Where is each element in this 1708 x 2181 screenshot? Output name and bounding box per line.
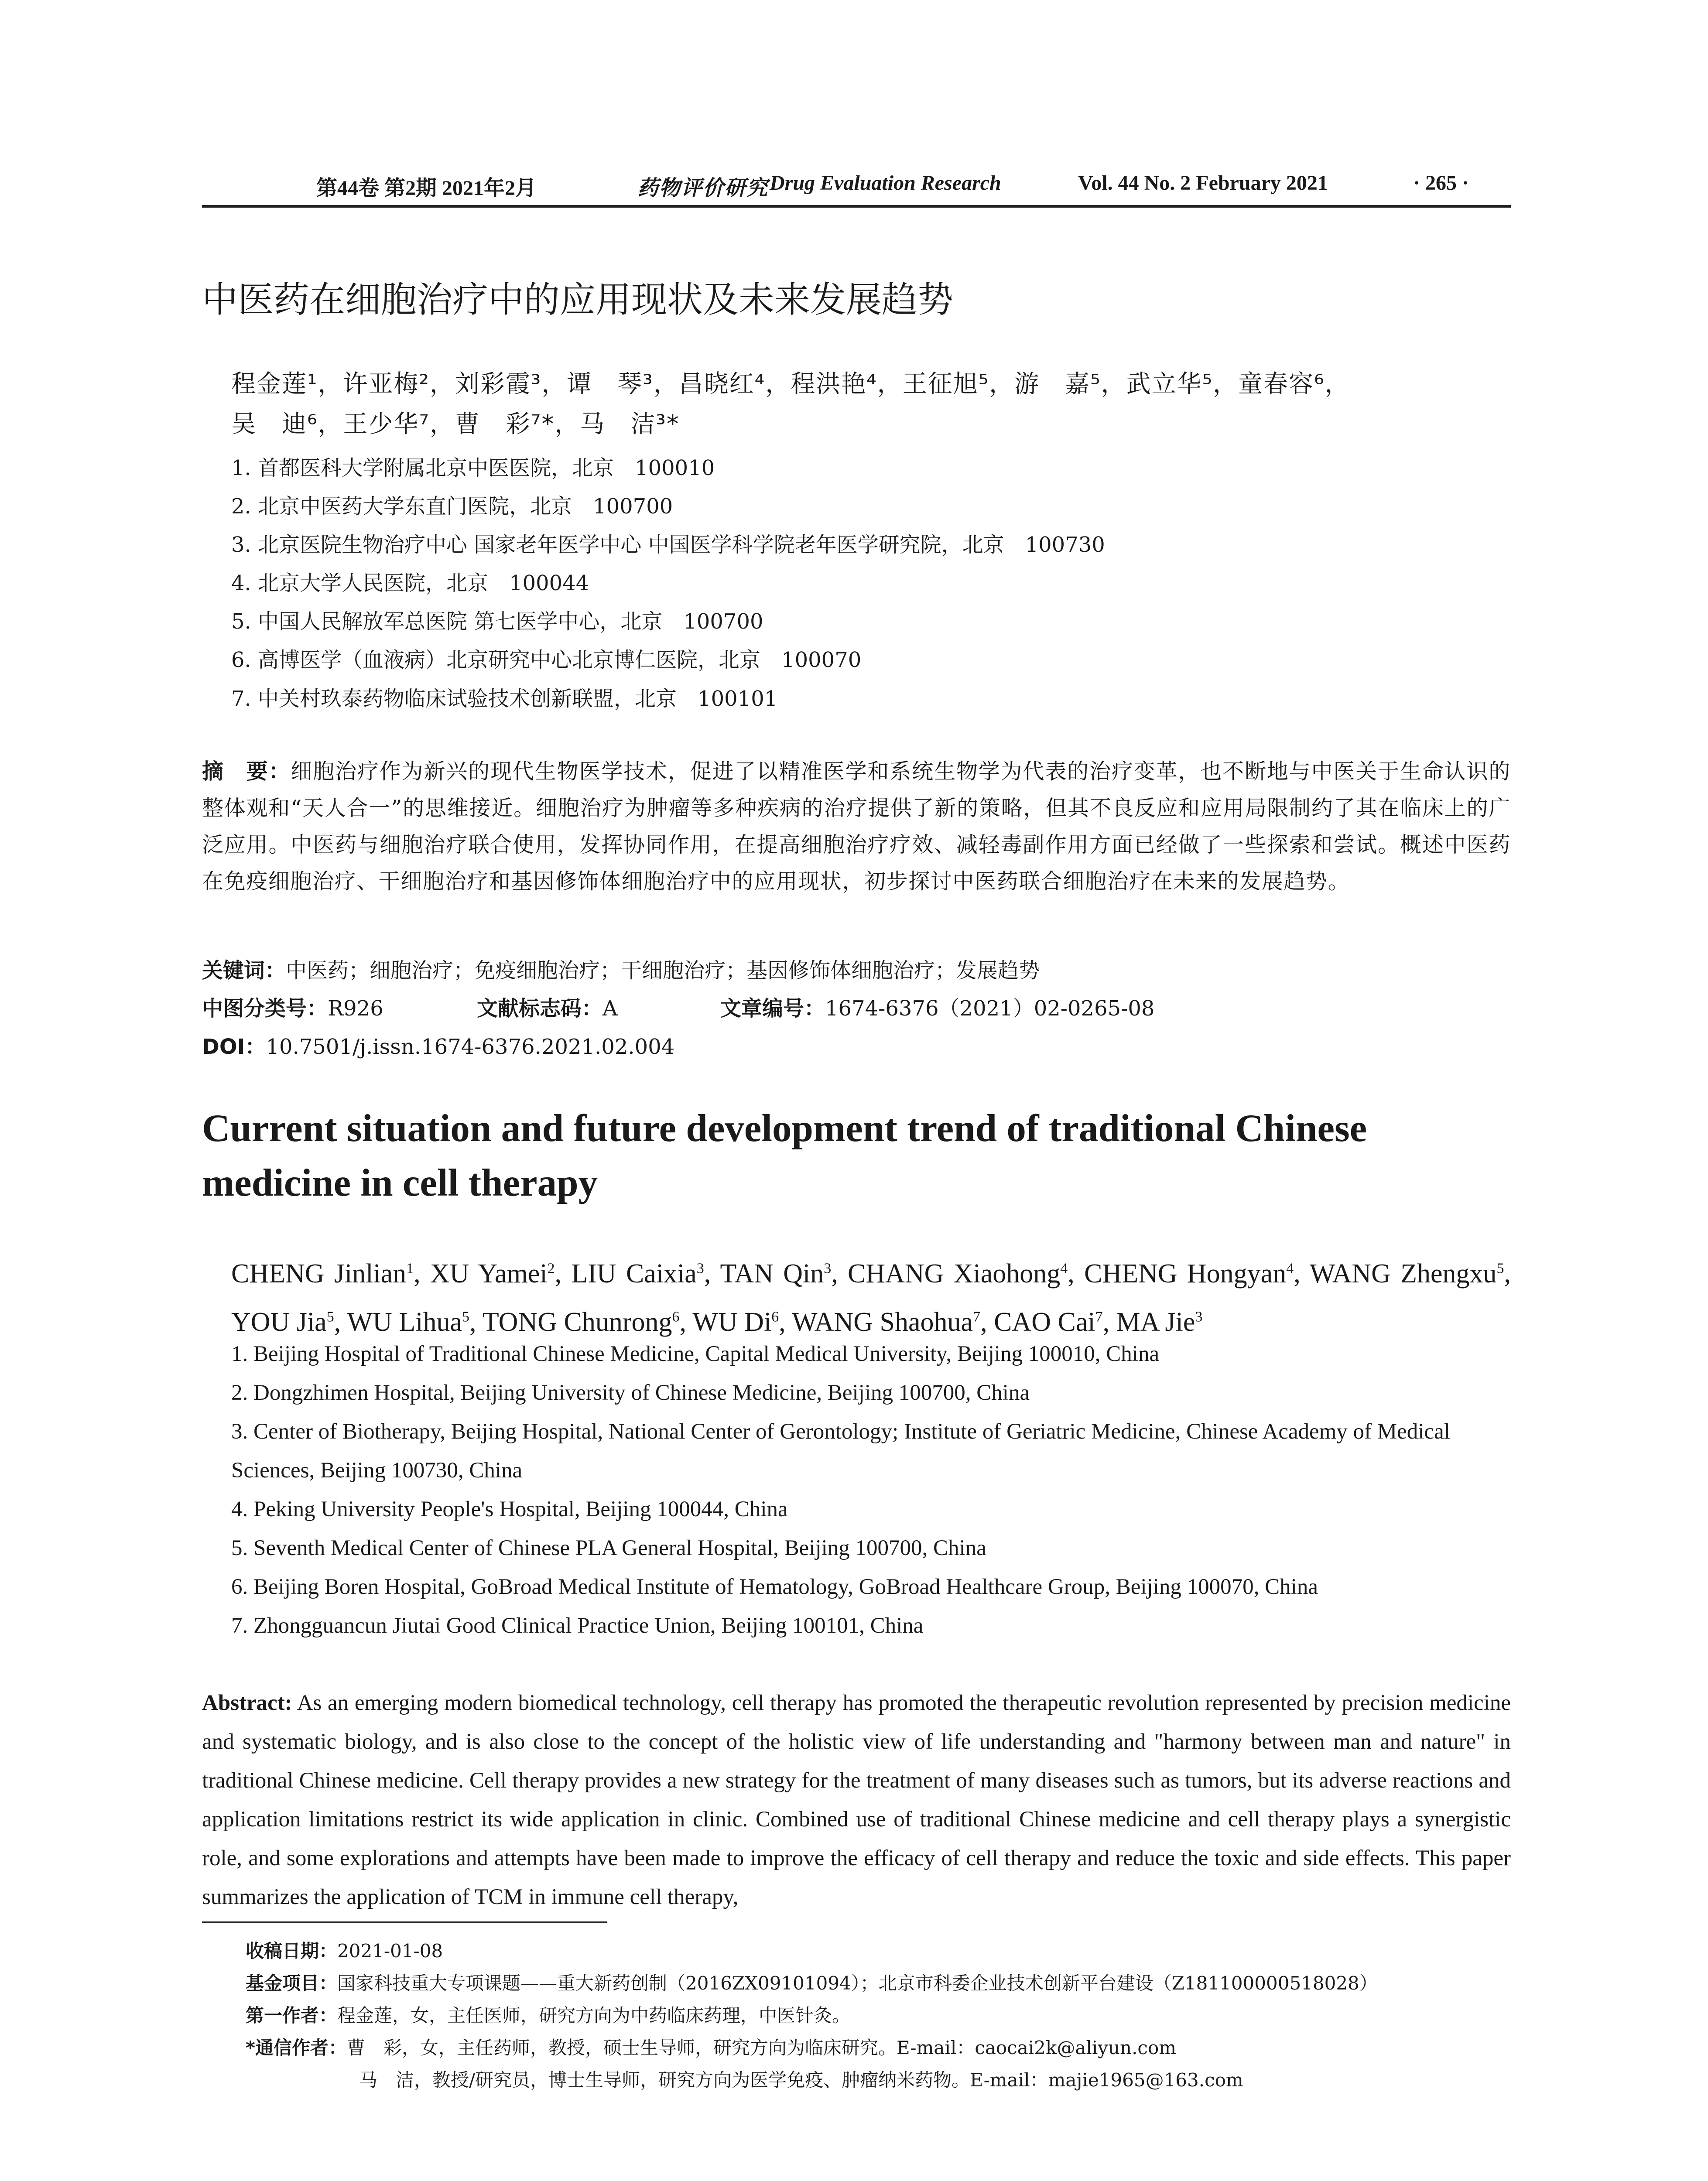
footnote-received [246,1937,443,1963]
affiliation-cn: 6. 高博医学（血液病）北京研究中心北京博仁医院，北京 100070 [231,648,862,672]
corresponding-author-1: 曹 彩，女，主任药师，教授，硕士生导师，研究方向为临床研究。E-mail：caocai2k@aliyun.com [346,2037,1177,2058]
affiliation-cn: 2. 北京中医药大学东直门医院，北京 100700 [231,494,673,519]
author-list-cn-line: 吴 迪⁶，王少华⁷，曹 彩⁷*，马 洁³* [231,410,680,438]
keywords-cn [202,954,1040,984]
author-affiliation-mark: 3 [824,1260,832,1276]
author-en-name: LIU Caixia [571,1258,697,1289]
author-en-name: TAN Qin [720,1258,824,1289]
article-no-value: 1674-6376（2021）02-0265-08 [825,996,1155,1021]
author-en-name: WANG Zhengxu [1309,1258,1497,1289]
doc-code-value: A [602,996,618,1021]
header-rule [202,205,1511,208]
author-affiliation-mark: 4 [1286,1260,1294,1276]
abstract-cn-text: 细胞治疗作为新兴的现代生物医学技术，促进了以精准医学和系统生物学为代表的治疗变革，也不断地与中医关于生命认识的整体观和“天人合一”的思维接近。细胞治疗为肿瘤等多种疾病的治疗提供了新的策略，但其不良反应和应用局限制约了其在临床上的广泛应用。中医药与细胞治疗联合使用，发挥协同作用，在提高细胞治疗疗效、减轻毒副作用方面已经做了一些探索和尝试。概述中医药在免疫细胞治疗、干细胞治疗和基因修饰体细胞治疗中的应用现状，初步探讨中医药联合细胞治疗在未来的发展趋势。 [202,759,1511,894]
affiliation-en: 1. Beijing Hospital of Traditional Chinese Medicine, Capital Medical University, Beijing 100010, China [231,1342,1160,1366]
journal-logo: 药物评价研究 [637,177,769,200]
abstract-cn [202,753,1511,900]
author-en-name: CHENG Hongyan [1084,1258,1287,1289]
article-title-en: Current situation and future development trend of traditional Chinese medicine in cell therapy [202,1107,1367,1204]
author-en [848,1259,1068,1289]
abstract-en-text: As an emerging modern biomedical technology, cell therapy has promoted the therapeutic revolution represented by precision medicine and systematic biology, and is also close to the concept of the holistic view of life understanding and "harmony between man and nature" in traditional Chinese medicine. Cell therapy provides a new strategy for the treatment of many diseases such as tumors, but its adverse reactions and application limitations restrict its wide application in clinic. Combined use of traditional Chinese medicine and cell therapy plays a synergistic role, and some explorations and attempts have been made to improve the efficacy of cell therapy and reduce the toxic and side effects. This paper summarizes the application of TCM in immune cell therapy, [202,1691,1511,1909]
clc-value: R926 [328,996,383,1021]
author-en-name: CHENG Jinlian [231,1258,407,1289]
clc-number [202,991,383,1022]
author-en [720,1259,831,1289]
header-volume: Vol. 44 No. 2 February 2021 [1078,171,1328,195]
footnote-funding [246,1969,1378,1995]
author-en-name: WU Di [692,1307,772,1337]
affiliation-en: 2. Dongzhimen Hospital, Beijing University of Chinese Medicine, Beijing 100700, China [231,1381,1030,1405]
doc-code-label: 文献标志码： [477,996,603,1021]
funding-value: 国家科技重大专项课题——重大新药创制（2016ZX09101094）；北京市科委企业技术创新平台建设（Z181100000518028） [337,1972,1378,1994]
affiliation-en: 6. Beijing Boren Hospital, GoBroad Medical Institute of Hematology, GoBroad Healthcare Group, Beijing 100070, China [231,1575,1318,1599]
first-author-label: 第一作者： [246,2005,338,2026]
author-en [347,1307,469,1337]
abstract-en [202,1684,1511,1917]
first-author-value: 程金莲，女，主任医师，研究方向为中药临床药理，中医针灸。 [337,2005,851,2026]
keywords-label: 关键词： [202,958,286,983]
article-no-label: 文章编号： [720,996,825,1021]
affiliation-cn: 3. 北京医院生物治疗中心 国家老年医学中心 中国医学科学院老年医学研究院，北京 100730 [231,533,1105,557]
footnote-first-author [246,2001,850,2027]
author-en [1084,1259,1294,1289]
author-en [792,1307,980,1337]
footnote-rule [202,1921,607,1923]
doi-value: 10.7501/j.issn.1674-6376.2021.02.004 [266,1035,675,1059]
affiliation-cn: 1. 首都医科大学附属北京中医医院，北京 100010 [231,456,715,480]
author-en [430,1259,555,1289]
author-affiliation-mark: 1 [406,1260,414,1276]
affiliation-cn: 7. 中关村玖泰药物临床试验技术创新联盟，北京 100101 [231,687,778,711]
author-affiliation-mark: 3 [696,1260,704,1276]
author-en-name: WU Lihua [347,1307,462,1337]
author-en-name: WANG Shaohua [792,1307,973,1337]
affiliation-cn: 4. 北京大学人民医院，北京 100044 [231,571,589,595]
author-affiliation-mark: 6 [672,1309,680,1325]
author-affiliation-mark: 2 [547,1260,555,1276]
author-affiliation-mark: 7 [973,1309,981,1325]
author-en-name: CAO Cai [994,1307,1095,1337]
article-title-cn: 中医药在细胞治疗中的应用现状及未来发展趋势 [202,279,954,321]
author-list-cn-line: 程金莲¹，许亚梅²，刘彩霞³，谭 琴³，昌晓红⁴，程洪艳⁴，王征旭⁵，游 嘉⁵，武立华⁵，童春容⁶， [231,370,1350,398]
author-en [1310,1259,1504,1289]
running-header [202,171,1511,206]
header-issue-cn: 第44卷 第2期 2021年2月 [316,177,537,200]
author-affiliation-mark: 7 [1095,1309,1103,1325]
article-number [720,991,1154,1022]
footnote-corresponding [246,2034,1176,2060]
journal-name-en: Drug Evaluation Research [770,171,1001,195]
author-en [692,1307,779,1337]
author-affiliation-mark: 3 [1195,1309,1203,1325]
footnote-corresponding-2: 马 洁，教授/研究员，博士生导师，研究方向为医学免疫、肿瘤纳米药物。E-mail：majie1965@163.com [359,2069,1243,2091]
affiliation-en: 4. Peking University People's Hospital, Beijing 100044, China [231,1497,788,1521]
author-en [231,1259,414,1289]
corresponding-label: *通信作者： [246,2037,347,2058]
author-en [1116,1307,1203,1337]
author-en [571,1259,704,1289]
author-en-name: YOU Jia [231,1307,327,1337]
author-en-name: XU Yamei [430,1258,548,1289]
keywords-text: 中医药；细胞治疗；免疫细胞治疗；干细胞治疗；基因修饰体细胞治疗；发展趋势 [286,958,1040,983]
affiliation-en: 3. Center of Biotherapy, Beijing Hospital, National Center of Gerontology; Institute of Geriatric Medicine, Chinese Academy of Medical Sciences, Beijing 100730, China [231,1419,1450,1483]
abstract-cn-label: 摘 要： [202,759,291,784]
affiliation-en: 7. Zhongguancun Jiutai Good Clinical Practice Union, Beijing 100101, China [231,1614,924,1638]
author-en [231,1307,334,1337]
funding-label: 基金项目： [246,1972,338,1994]
author-list-en: CHENG Jinlian$^1$, XU Yamei$^2$, LIU Caixia$^3$, TAN Qin$^3$, CHANG Xiaohong$^4$, CHENG Hongyan$^4$, WANG Zhengxu$^5$, YOU Jia$^5$, WU Lihua$^5$, TONG Chunrong$^6$, WU Di$^6$, WANG Shaohua$^7$, CAO Cai$^7$, MA Jie$^3$ [231,1258,1511,1337]
author-affiliation-mark: 5 [326,1309,334,1325]
page-number: · 265 · [1413,171,1469,195]
author-affiliation-mark: 5 [462,1309,470,1325]
author-en-name: MA Jie [1116,1307,1195,1337]
author-en [483,1307,680,1337]
abstract-en-label: Abstract: [202,1691,292,1715]
received-label: 收稿日期： [246,1940,338,1962]
author-affiliation-mark: 6 [771,1309,779,1325]
author-affiliation-mark: 5 [1496,1260,1504,1276]
author-affiliation-mark: 4 [1060,1260,1068,1276]
author-en-name: TONG Chunrong [482,1307,672,1337]
doi-label: DOI： [202,1035,266,1059]
received-value: 2021-01-08 [337,1940,443,1962]
classification-line [202,991,1511,1022]
affiliation-cn: 5. 中国人民解放军总医院 第七医学中心，北京 100700 [231,609,763,634]
clc-label: 中图分类号： [202,996,328,1021]
author-en-name: CHANG Xiaohong [848,1258,1061,1289]
author-en [994,1307,1103,1337]
document-code [477,991,618,1022]
doi-line [202,1030,674,1060]
affiliation-en: 5. Seventh Medical Center of Chinese PLA General Hospital, Beijing 100700, China [231,1536,986,1560]
